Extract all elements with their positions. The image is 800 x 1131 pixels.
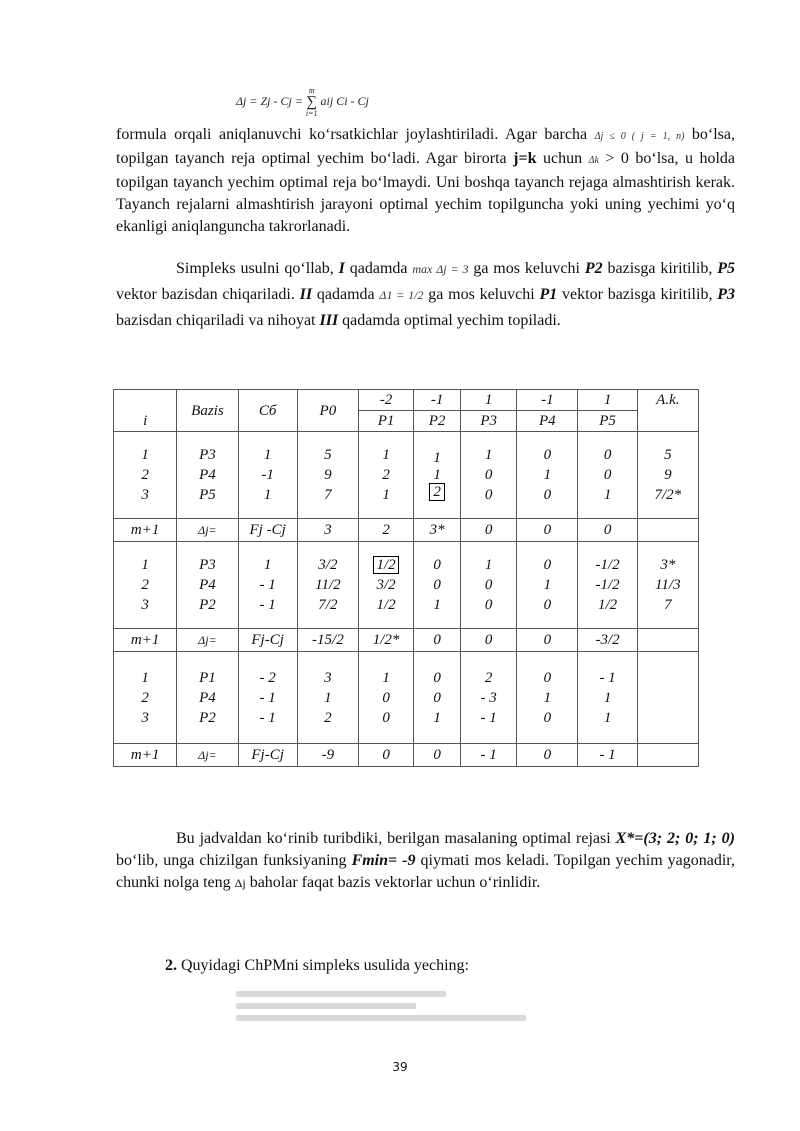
p2-text-9: bazisdan chiqariladi va nihoyat <box>116 312 320 329</box>
task-text: Quyidagi ChPMni simpleks usulida yeching: <box>177 957 469 974</box>
p3-text-4: baholar faqat bazis vektorlar uchun o‘rinlidir. <box>245 874 541 891</box>
cell-cb: - 2 - 1 - 1 <box>259 669 276 726</box>
cell-p2-pivot <box>414 432 461 519</box>
cell-i: 1 2 3 <box>141 557 149 613</box>
cell-p4: 0 1 0 <box>543 557 552 613</box>
cell-delta-label: Δj= <box>177 519 238 542</box>
header-ak: A.k. <box>637 390 698 432</box>
pivot-box: 1/2 <box>373 556 398 574</box>
blur-line <box>236 1015 526 1021</box>
cell-delta-label: Δj= <box>177 629 238 652</box>
p1-jk: j=k <box>513 150 537 167</box>
cell-p2-mid: 1 <box>433 467 441 483</box>
sum-symbol <box>306 86 318 118</box>
cell-p5: -1/2 -1/2 1/2 <box>595 557 620 613</box>
cell-p3: 1 0 0 <box>484 447 493 503</box>
cell-empty <box>637 744 698 767</box>
cell-delta: 0 <box>517 629 578 652</box>
cell-delta: 0 <box>461 629 517 652</box>
cell-f-label: Fj -Cj <box>238 519 297 542</box>
cell-p1: 1 0 0 <box>382 669 390 726</box>
header-row-1 <box>114 390 699 411</box>
cell-delta: 0 <box>359 744 414 767</box>
cell-p1-pivot <box>359 542 414 629</box>
cell-basis: P3 P4 P2 <box>199 557 216 613</box>
cell-p2: 0 0 1 <box>433 669 441 726</box>
p3-fmin: Fmin= -9 <box>351 852 416 869</box>
paragraph-optimality <box>116 124 735 238</box>
cell-delta: - 1 <box>578 744 637 767</box>
p2-vec-P1: P1 <box>539 286 558 303</box>
cell-m: m+1 <box>114 744 177 767</box>
p2-text-6: qadamda <box>312 286 380 303</box>
cell-delta: 0 <box>578 519 637 542</box>
cell-delta: -9 <box>297 744 358 767</box>
cell-p0: 5 9 7 <box>324 447 332 503</box>
sum-sub: i=1 <box>305 109 318 118</box>
p2-text-7: ga mos keluvchi <box>423 286 540 303</box>
p1-condition: Δj ≤ 0 ( j = 1, n) <box>594 131 685 142</box>
cell-basis: P3 P4 P5 <box>199 447 216 503</box>
cell-i: 1 2 3 <box>141 669 149 726</box>
cell-delta: - 1 <box>461 744 517 767</box>
cell-cb: 1 -1 1 <box>261 447 274 503</box>
formula-lhs: Δj = Zj - Cj = <box>236 93 306 108</box>
header-coef: -1 <box>414 390 461 411</box>
header-coef: -1 <box>517 390 578 411</box>
task-number: 2. <box>165 957 177 974</box>
paragraph-conclusion <box>116 828 735 894</box>
simplex-table <box>113 389 699 767</box>
cell-p3: 2 - 3 - 1 <box>480 669 497 726</box>
header-vec: P3 <box>461 411 517 432</box>
p3-delta-j: Δj <box>234 876 246 890</box>
cell-delta: 0 <box>414 744 461 767</box>
header-p0: P0 <box>297 390 358 432</box>
iteration-3-row <box>114 652 699 744</box>
cell-p4: 0 1 0 <box>543 669 552 726</box>
header-vec: P1 <box>359 411 414 432</box>
cell-p1-rest: 3/2 1/2 <box>376 577 396 613</box>
header-cb: Cб <box>238 390 297 432</box>
iteration-2-row <box>114 542 699 629</box>
paragraph-steps <box>116 256 735 334</box>
p2-text-3: ga mos keluvchi <box>468 260 585 277</box>
cell-p4: 0 1 0 <box>543 447 552 503</box>
formula-rhs: aij Ci - Cj <box>320 93 369 108</box>
page-number: 39 <box>392 1060 408 1074</box>
cell-delta: 0 <box>517 519 578 542</box>
cell-cb: 1 - 1 - 1 <box>259 557 276 613</box>
cell-basis: P1 P4 P2 <box>199 669 216 726</box>
p2-step-II: II <box>299 286 313 303</box>
header-coef: 1 <box>578 390 637 411</box>
header-coef: 1 <box>461 390 517 411</box>
cell-empty <box>637 519 698 542</box>
sum-sup: m <box>308 86 315 95</box>
cell-delta: 0 <box>414 629 461 652</box>
header-i: i <box>114 390 177 432</box>
delta-row-3 <box>114 744 699 767</box>
header-vec: P5 <box>578 411 637 432</box>
p3-text-1: Bu jadvaldan ko‘rinib turibdiki, berilgan masalaning optimal rejasi <box>176 830 616 847</box>
cell-f-label: Fj-Cj <box>238 629 297 652</box>
cell-delta: 0 <box>461 519 517 542</box>
cell-i: 1 2 3 <box>141 447 149 503</box>
p1-text-3: uchun <box>536 150 589 167</box>
delta-formula <box>236 86 369 118</box>
p2-text-8: vektor bazisga kiritilib, <box>557 286 718 303</box>
p2-vec-P5: P5 <box>717 260 735 277</box>
cell-p2-top: 1 <box>433 450 441 466</box>
cell-ak: 3* 11/3 7 <box>655 557 681 613</box>
iteration-1-row <box>114 432 699 519</box>
cell-p5: - 1 1 1 <box>599 669 616 726</box>
cell-p0: 3/2 11/2 7/2 <box>315 557 341 613</box>
p2-text-4: bazisga kiritilib, <box>602 260 718 277</box>
p3-text-2: bo‘lib, unga chizilgan funksiyaning <box>116 852 352 869</box>
header-bazis: Bazis <box>177 390 238 432</box>
task-heading <box>165 955 665 977</box>
cell-delta: -15/2 <box>297 629 358 652</box>
cell-p2: 0 0 1 <box>433 557 441 613</box>
blurred-formula-image <box>232 988 532 1026</box>
p1-text-1: formula orqali aniqlanuvchi ko‘rsatkichlar joylashtiriladi. Agar barcha <box>116 126 595 143</box>
p2-step-III: III <box>319 312 339 329</box>
p2-step-I: I <box>338 260 345 277</box>
delta-row-2 <box>114 629 699 652</box>
p2-text-1: Simpleks usulni qo‘llab, <box>176 260 339 277</box>
cell-delta: 3* <box>414 519 461 542</box>
sigma-glyph: ∑ <box>306 94 318 110</box>
delta-row-1 <box>114 519 699 542</box>
cell-ak: 5 9 7/2* <box>654 447 682 503</box>
cell-m: m+1 <box>114 629 177 652</box>
cell-p1: 1 2 1 <box>382 447 390 503</box>
cell-p5: 0 0 1 <box>603 447 612 503</box>
p2-vec-P3: P3 <box>717 286 736 303</box>
cell-delta-label: Δj= <box>177 744 238 767</box>
header-vec: P2 <box>414 411 461 432</box>
pivot-box: 2 <box>429 483 445 501</box>
cell-delta: 0 <box>517 744 578 767</box>
p3-text-3: qiymati mos keladi. Topilgan yechim yagonadir, chunki nolga teng <box>116 852 735 891</box>
p2-max-delta: max Δj = 3 <box>412 262 469 276</box>
header-coef: -2 <box>359 390 414 411</box>
p1-delta-k: Δk <box>588 155 599 166</box>
cell-delta: 3 <box>297 519 358 542</box>
p2-text-10: qadamda optimal yechim topiladi. <box>338 312 561 329</box>
p2-delta-1: Δ1 = 1/2 <box>379 288 424 302</box>
cell-delta: -3/2 <box>578 629 637 652</box>
cell-p3: 1 0 0 <box>484 557 493 613</box>
header-vec: P4 <box>517 411 578 432</box>
p2-text-2: qadamda <box>344 260 413 277</box>
p2-vec-P2: P2 <box>584 260 603 277</box>
blur-line <box>236 1003 416 1009</box>
cell-f-label: Fj-Cj <box>238 744 297 767</box>
p2-text-5: vektor bazisdan chiqariladi. <box>116 286 300 303</box>
p3-optimal-plan: X*=(3; 2; 0; 1; 0) <box>615 830 735 847</box>
cell-p0: 3 1 2 <box>324 669 332 726</box>
cell-m: m+1 <box>114 519 177 542</box>
p1-text-4: > 0 bo‘lsa, u holda topilgan tayanch yechim optimal reja bo‘lmaydi. Uni boshqa tayanch rejaga almashtirish kerak. Tayanch rejalarni almashtirish jarayoni optimal yechim topilguncha yoki uning yechimi yo‘q ekanligi aniqlanguncha takrorlanadi. <box>116 150 736 235</box>
cell-delta: 1/2* <box>359 629 414 652</box>
blur-line <box>236 991 446 997</box>
p1-text-2: bo‘lsa, topilgan tayanch reja optimal yechim bo‘ladi. Agar birorta <box>116 126 736 167</box>
cell-delta: 2 <box>359 519 414 542</box>
cell-empty <box>637 629 698 652</box>
